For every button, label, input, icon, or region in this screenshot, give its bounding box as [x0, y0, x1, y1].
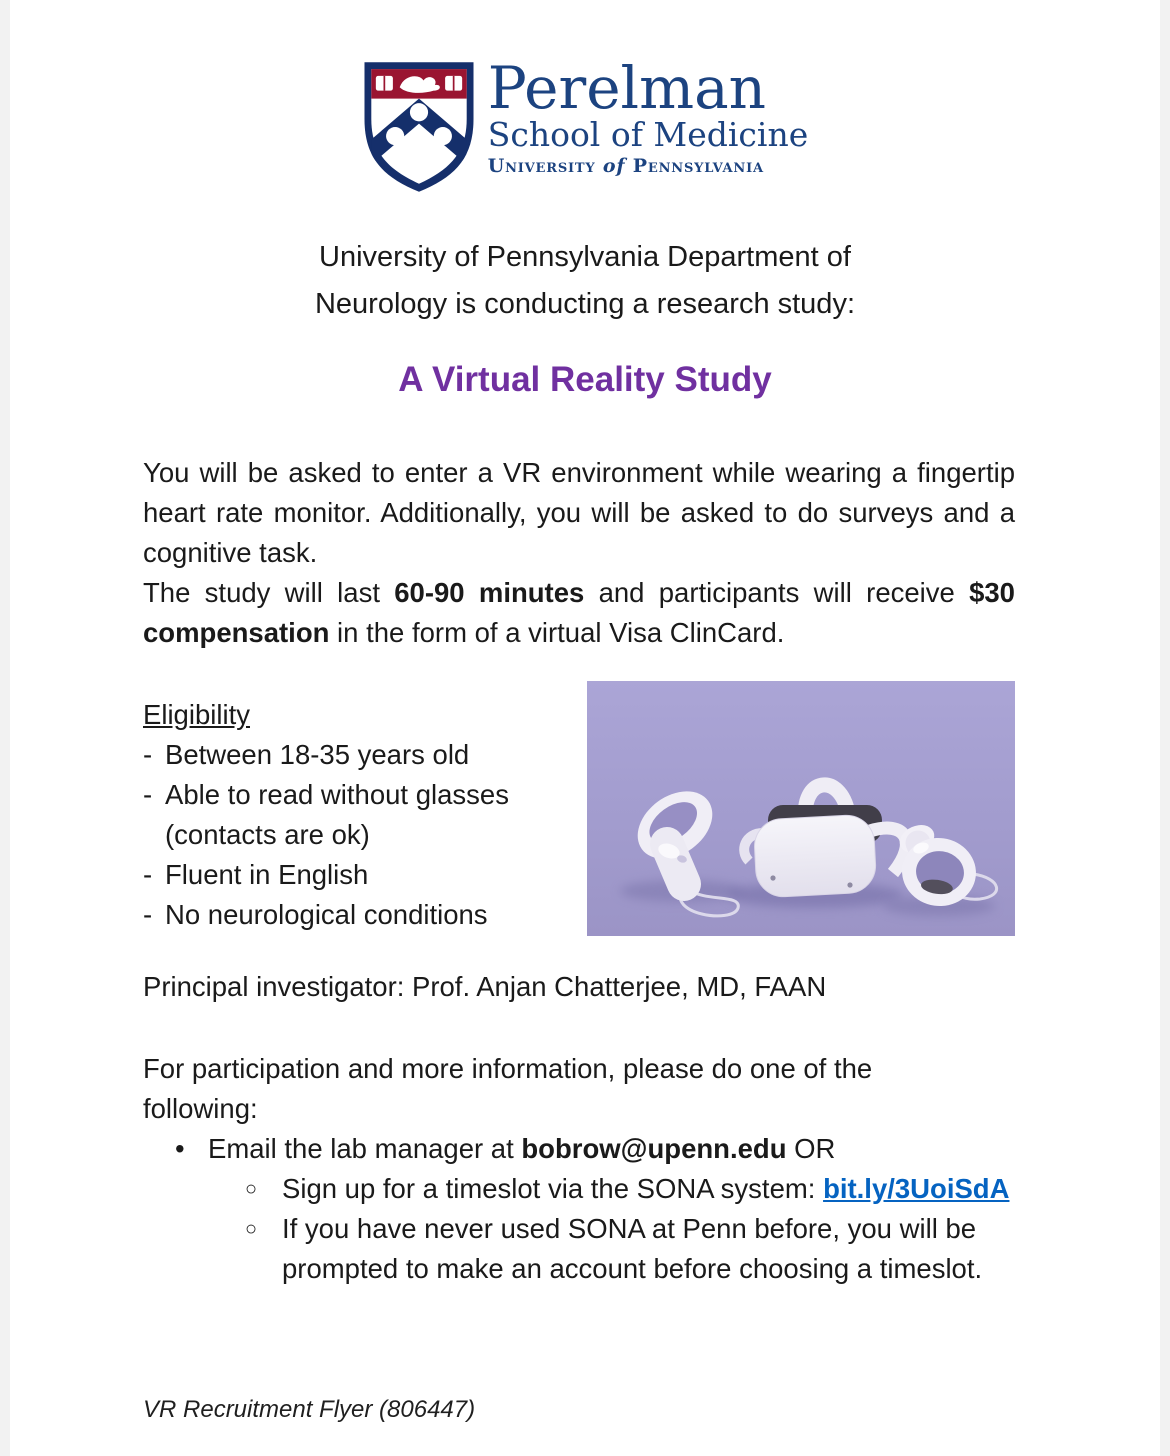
- logo-wordmark: [487, 54, 809, 179]
- shield-books-and-dolphin: [376, 76, 462, 93]
- eligibility-section: [143, 681, 587, 936]
- eligibility-item: - Able to read without glasses (contacts are ok): [143, 775, 587, 855]
- description-line: You will be asked to enter a VR environment while wearing a fingertip: [143, 457, 1015, 488]
- perelman-logo: [10, 54, 1160, 198]
- logo-university-pre: University: [487, 155, 596, 177]
- sona-account-note: If you have never used SONA at Penn before, you will be prompted to make an account before choosing a timeslot.: [282, 1213, 983, 1284]
- eligibility-item: - No neurological conditions: [143, 895, 587, 935]
- bullet-icon: •: [175, 1133, 185, 1164]
- intro-paragraph: [10, 234, 1160, 328]
- study-duration: 60-90 minutes: [394, 577, 585, 608]
- eligibility-item: - Between 18-35 years old: [143, 735, 587, 775]
- contact-intro-line-1: For participation and more information, please do one of the: [143, 1053, 873, 1084]
- penn-shield-icon: [362, 60, 476, 194]
- study-description: [143, 453, 1015, 653]
- contact-intro-line-2: following:: [143, 1093, 258, 1124]
- vr-headset-photo: [587, 681, 1015, 936]
- flyer-page: [10, 0, 1160, 1456]
- eligibility-and-photo-row: [143, 681, 1015, 936]
- contact-options-list: [143, 1129, 1015, 1289]
- logo-university-of: of: [602, 155, 626, 177]
- eligibility-heading: Eligibility: [143, 699, 250, 730]
- dash-bullet: -: [143, 779, 153, 810]
- footer-flyer-id: VR Recruitment Flyer (806447): [143, 1396, 476, 1423]
- intro-line-2: Neurology is conducting a research study:: [314, 288, 855, 320]
- description-line: heart rate monitor. Additionally, you will be asked to do surveys and a: [143, 497, 1015, 528]
- dash-bullet: -: [143, 739, 153, 770]
- page-title: A Virtual Reality Study: [398, 360, 772, 399]
- circle-bullet-icon: ○: [245, 1178, 258, 1200]
- description-line: The study will last 60-90 minutes and participants will receive $30: [143, 577, 1015, 608]
- logo-school-of-medicine: School of Medicine: [487, 115, 809, 154]
- lab-manager-email: bobrow@upenn.edu: [521, 1133, 787, 1164]
- intro-line-1: University of Pennsylvania Department of: [319, 241, 851, 273]
- circle-bullet-icon: ○: [245, 1218, 258, 1240]
- description-line: compensation in the form of a virtual Visa ClinCard.: [143, 617, 785, 648]
- list-item: • Email the lab manager at bobrow@upenn.edu OR: [143, 1129, 1015, 1169]
- logo-university-line: [488, 153, 809, 179]
- contact-intro: [143, 1049, 1015, 1129]
- list-item: ○ Sign up for a timeslot via the SONA system: bit.ly/3UoiSdA: [143, 1169, 1015, 1209]
- dash-bullet: -: [143, 899, 153, 930]
- description-line: cognitive task.: [143, 537, 318, 568]
- eligibility-item: - Fluent in English: [143, 855, 587, 895]
- compensation-word: compensation: [143, 617, 330, 648]
- principal-investigator-line: Principal investigator: Prof. Anjan Chatterjee, MD, FAAN: [143, 971, 827, 1002]
- sona-signup-link[interactable]: bit.ly/3UoiSdA: [823, 1173, 1010, 1204]
- compensation-amount: $30: [969, 577, 1015, 608]
- dash-bullet: -: [143, 859, 153, 890]
- logo-university-post: Pennsylvania: [632, 155, 764, 177]
- list-item: [143, 1209, 1015, 1289]
- logo-school-name: Perelman: [487, 54, 767, 122]
- vr-headset-illustration: [587, 681, 1015, 936]
